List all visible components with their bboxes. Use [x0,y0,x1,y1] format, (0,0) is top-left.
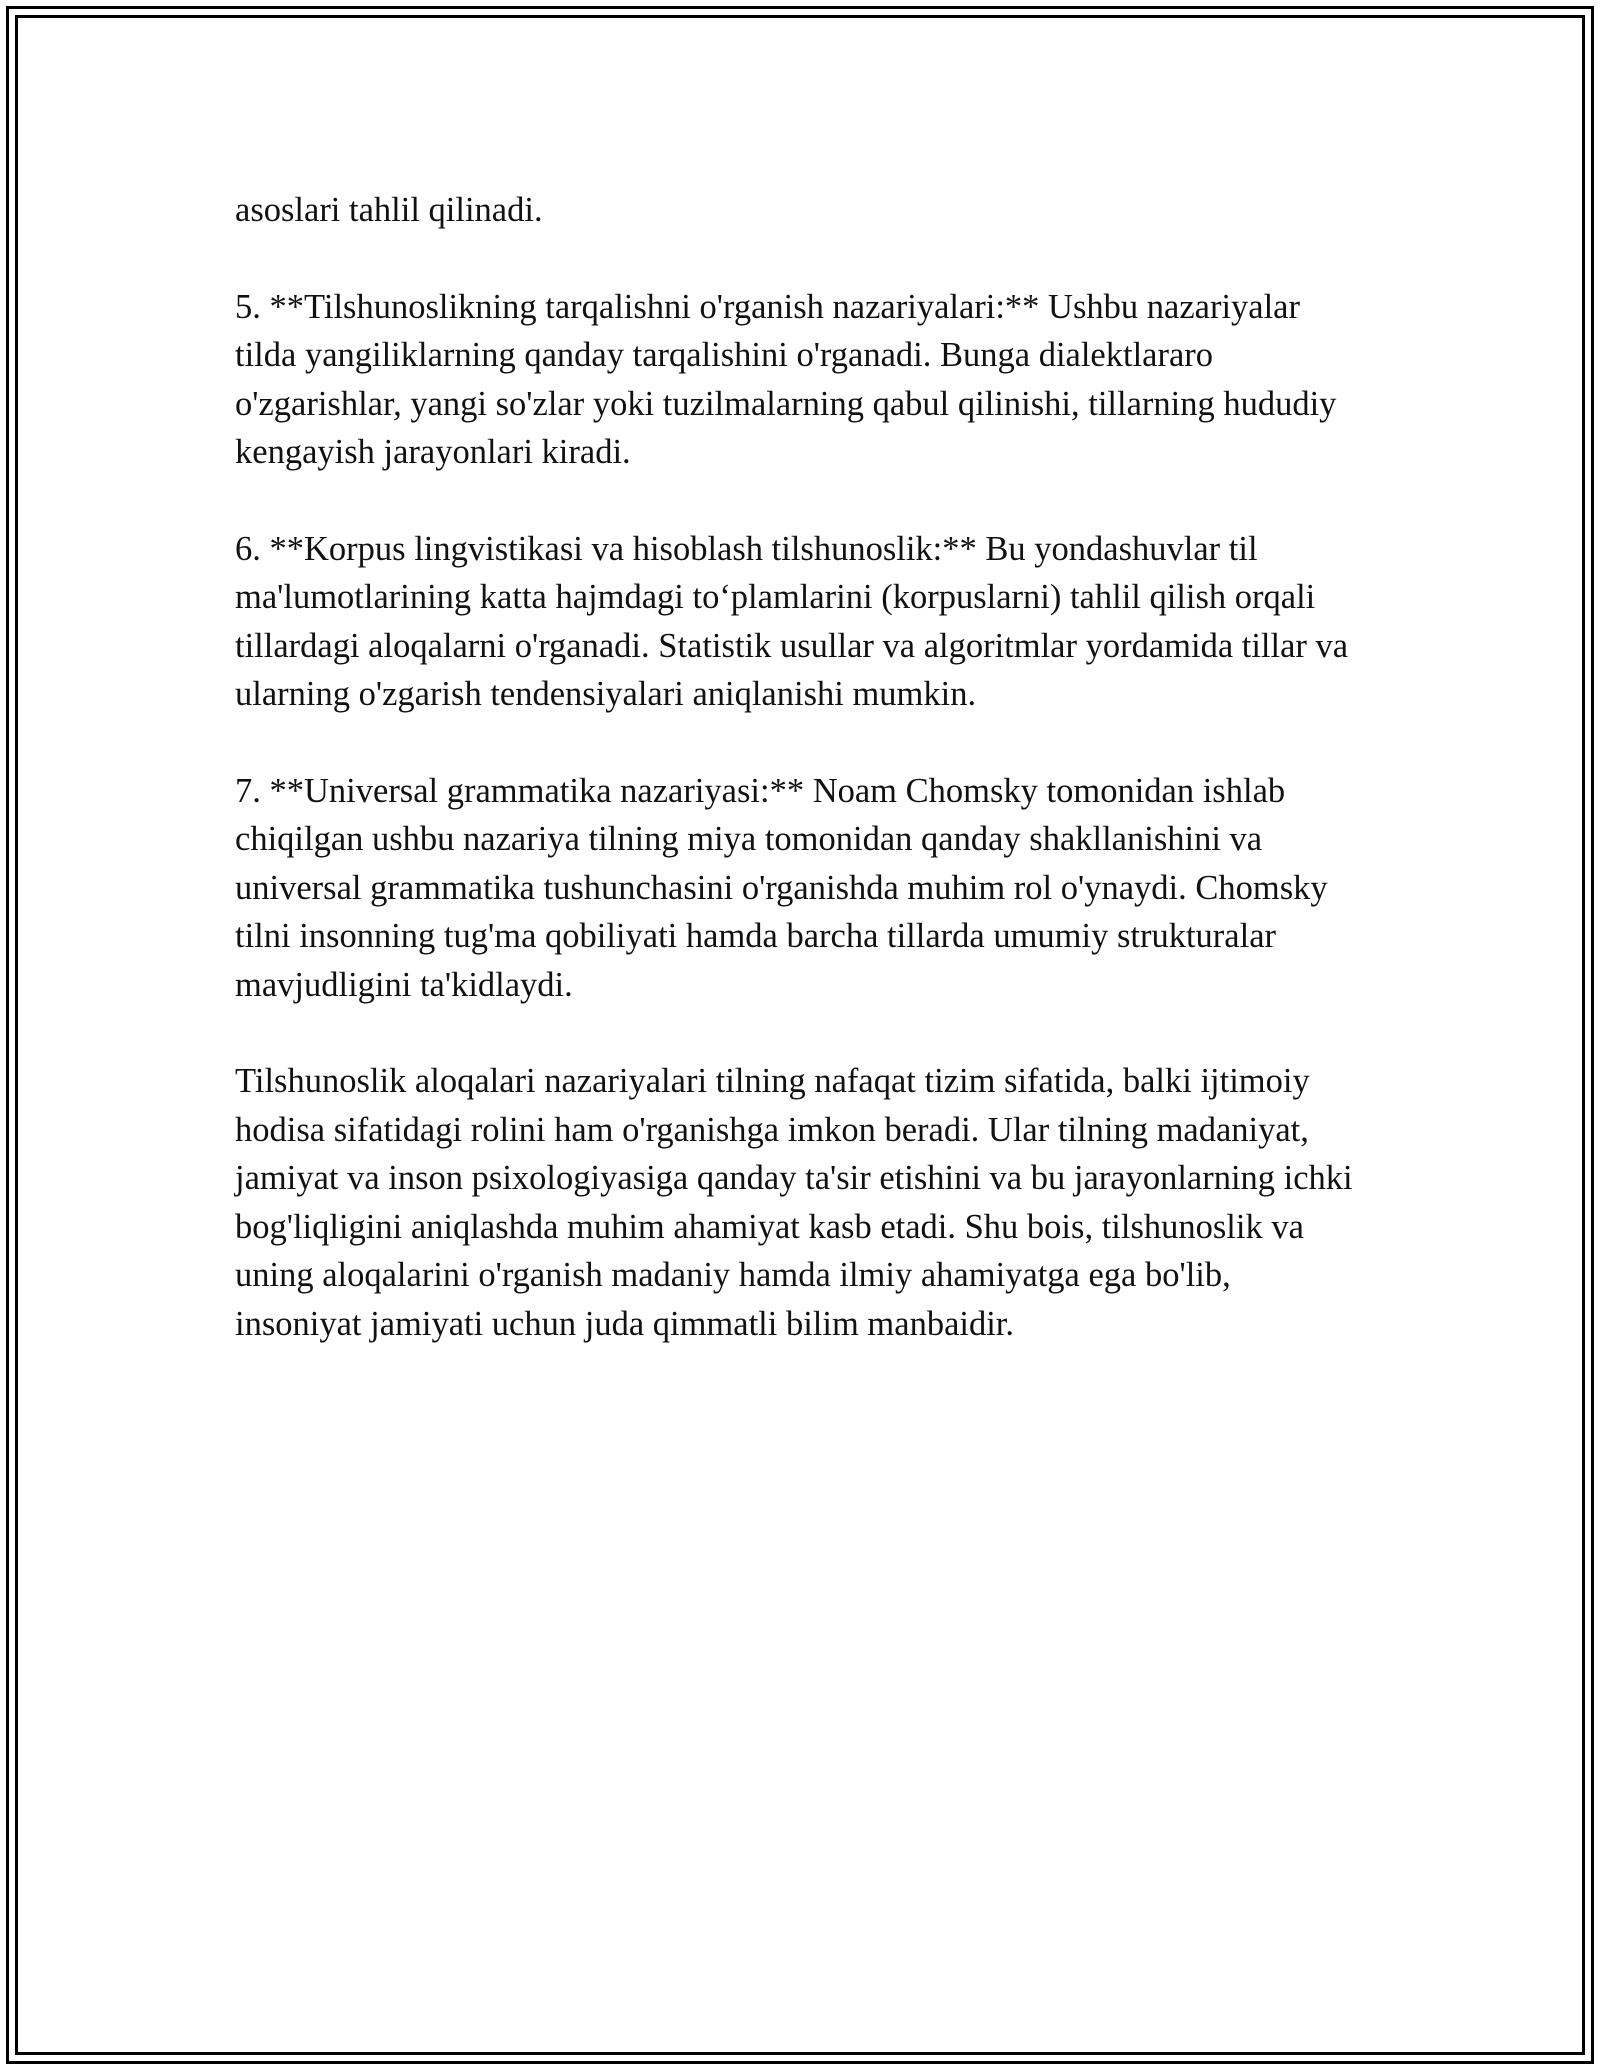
paragraph-item-7: 7. **Universal grammatika nazariyasi:** Noam Chomsky tomonidan ishlab chiqilgan ushbu nazariya tilning miya tomonidan qanday shakllanishini va universal grammatika tushunchasini o'rganishda muhim rol o'ynaydi. Chomsky tilni insonning tug'ma qobiliyati hamda barcha tillarda umumiy strukturalar mavjudligini ta'kidlaydi. [235,771,1328,1004]
paragraph-item-5: 5. **Tilshunoslikning tarqalishni o'rganish nazariyalari:** Ushbu nazariyalar tilda yangiliklarning qanday tarqalishini o'rganadi. Bunga dialektlararo o'zgarishlar, yangi so'zlar yoki tuzilmalarning qabul qilinishi, tillarning hududiy kengayish jarayonlari kiradi. [235,287,1337,471]
document-page-content [235,186,1365,1396]
paragraph-item-6: 6. **Korpus lingvistikasi va hisoblash tilshunoslik:** Bu yondashuvlar til ma'lumotlarining katta hajmdagi to‘plamlarini (korpuslarni) tahlil qilish orqali tillardagi aloqalarni o'rganadi. Statistik usullar va algoritmlar yordamida tillar va ularning o'zgarish tendensiyalari aniqlanishi mumkin. [235,529,1349,713]
paragraph-continuation: asoslari tahlil qilinadi. [235,191,543,229]
paragraph-conclusion: Tilshunoslik aloqalari nazariyalari tilning nafaqat tizim sifatida, balki ijtimoiy hodisa sifatidagi rolini ham o'rganishga imkon beradi. Ular tilning madaniyat, jamiyat va inson psixologiyasiga qanday ta'sir etishini va bu jarayonlarning ichki bog'liqligini aniqlashda muhim ahamiyat kasb etadi. Shu bois, tilshunoslik va uning aloqalarini o'rganish madaniy hamda ilmiy ahamiyatga ega bo'lib, insoniyat jamiyati uchun juda qimmatli bilim manbaidir. [235,1062,1353,1343]
